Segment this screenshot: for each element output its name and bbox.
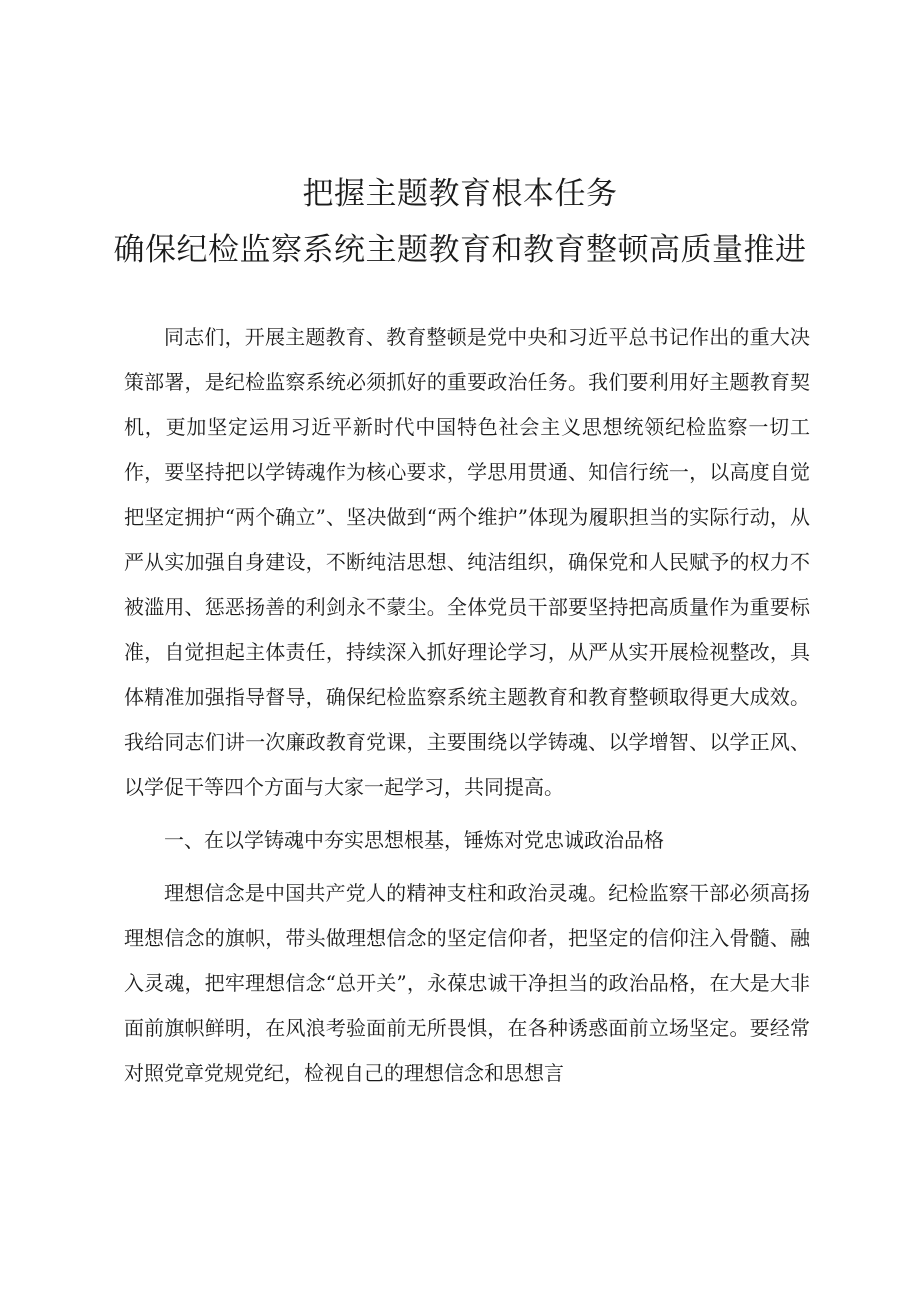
section-1-paragraph: 理想信念是中国共产党人的精神支柱和政治灵魂。纪检监察干部必须高扬理想信念的旗帜，带头做理想信念的坚定信仰者，把坚定的信仰注入骨髓、融入灵魂，把牢理想信念“总开关”，永葆忠诚干净担当的政治品格，在大是大非面前旗帜鲜明，在风浪考验面前无所畏惧，在各种诱惑面前立场坚定。要经常对照党章党规党纪，检视自己的理想信念和思想言 — [124, 881, 810, 1085]
document-body — [124, 315, 810, 1096]
title-line-1: 把握主题教育根本任务 — [302, 176, 618, 212]
title-line-2: 确保纪检监察系统主题教育和教育整顿高质量推进 — [113, 232, 807, 268]
document-title — [100, 166, 820, 278]
section-1-heading: 一、在以学铸魂中夯实思想根基，锤炼对党忠诚政治品格 — [164, 828, 664, 852]
intro-paragraph: 同志们，开展主题教育、教育整顿是党中央和习近平总书记作出的重大决策部署，是纪检监察系统必须抓好的重要政治任务。我们要利用好主题教育契机，更加坚定运用习近平新时代中国特色社会主义思想统领纪检监察一切工作，要坚持把以学铸魂作为核心要求，学思用贯通、知信行统一，以高度自觉把坚定拥护“两个确立”、坚决做到“两个维护”体现为履职担当的实际行动，从严从实加强自身建设，不断纯洁思想、纯洁组织，确保党和人民赋予的权力不被滥用、惩恶扬善的利剑永不蒙尘。全体党员干部要坚持把高质量作为重要标准，自觉担起主体责任，持续深入抓好理论学习，从严从实开展检视整改，具体精准加强指导督导，确保纪检监察系统主题教育和教育整顿取得更大成效。我给同志们讲一次廉政教育党课，主要围绕以学铸魂、以学增智、以学正风、以学促干等四个方面与大家一起学习，共同提高。 — [124, 325, 810, 799]
